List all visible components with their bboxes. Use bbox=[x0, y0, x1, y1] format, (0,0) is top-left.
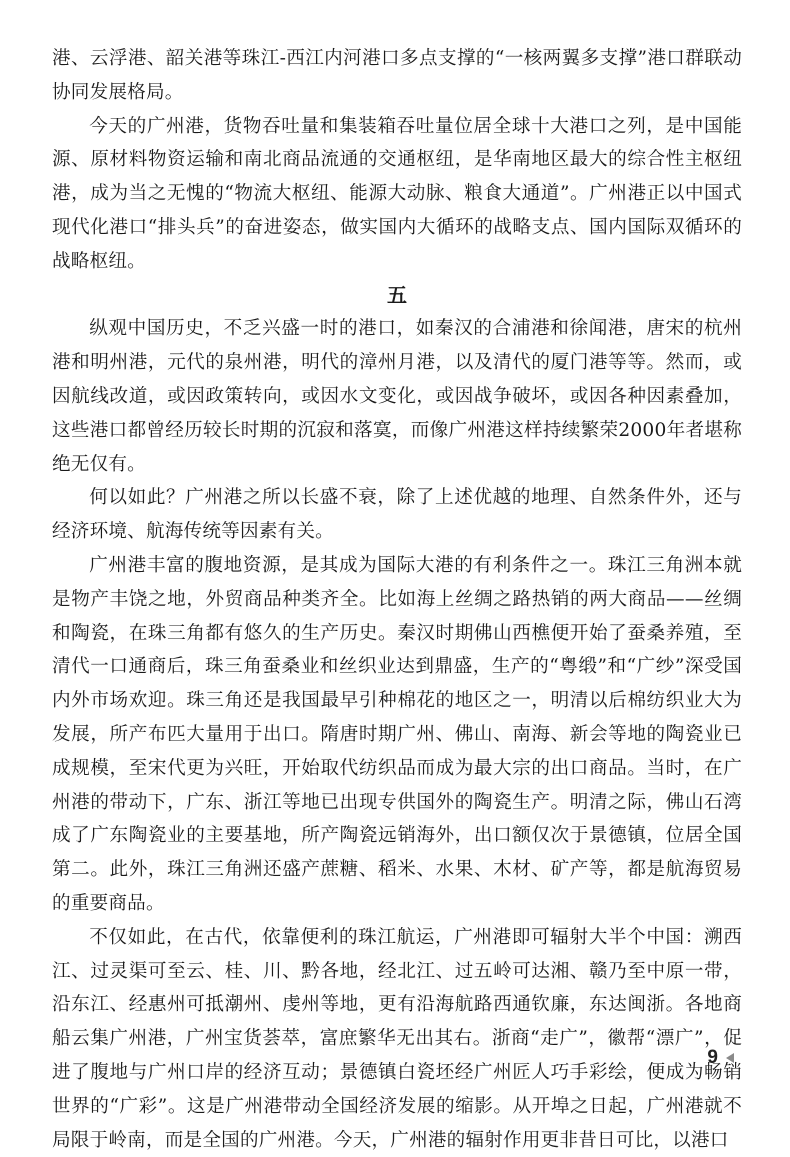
left-triangle-icon bbox=[726, 1053, 734, 1063]
paragraph: 何以如此？广州港之所以长盛不衰，除了上述优越的地理、自然条件外，还与经济环境、航海传统等因素有关。 bbox=[52, 487, 742, 543]
document-page bbox=[52, 42, 742, 1157]
paragraph: 港、云浮港、韶关港等珠江-西江内河港口多点支撑的“一核两翼多支撑”港口群联动协同发展格局。 bbox=[52, 48, 742, 103]
paragraph: 广州港丰富的腹地资源，是其成为国际大港的有利条件之一。珠江三角洲本就是物产丰饶之地，外贸商品种类齐全。比如海上丝绸之路热销的两大商品——丝绸和陶瓷，在珠三角都有悠久的生产历史。秦汉时期佛山西樵便开始了蚕桑养殖，至清代一口通商后，珠三角蚕桑业和丝织业达到鼎盛，生产的“粤缎”和“广纱”深受国内外市场欢迎。珠三角还是我国最早引种棉花的地区之一，明清以后棉纺织业大为发展，所产布匹大量用于出口。隋唐时期广州、佛山、南海、新会等地的陶瓷业已成规模，至宋代更为兴旺，开始取代纺织品而成为最大宗的出口商品。当时，在广州港的带动下，广东、浙江等地已出现专供国外的陶瓷生产。明清之际，佛山石湾成了广东陶瓷业的主要基地，所产陶瓷远销海外，出口额仅次于景德镇，位居全国第二。此外，珠江三角洲还盛产蔗糖、稻米、水果、木材、矿产等，都是航海贸易的重要商品。 bbox=[52, 554, 742, 914]
page-footer bbox=[707, 1047, 734, 1069]
paragraph: 今天的广州港，货物吞吐量和集装箱吞吐量位居全球十大港口之列，是中国能源、原材料物资运输和南北商品流通的交通枢纽，是华南地区最大的综合性主枢纽港，成为当之无愧的“物流大枢纽、能源大动脉、粮食大通道”。广州港正以中国式现代化港口“排头兵”的奋进姿态，做实国内大循环的战略支点、国内国际双循环的战略枢纽。 bbox=[52, 115, 742, 272]
page-number: 9 bbox=[707, 1047, 718, 1068]
section-heading: 五 bbox=[387, 282, 407, 307]
paragraph: 纵观中国历史，不乏兴盛一时的港口，如秦汉的合浦港和徐闻港，唐宋的杭州港和明州港，元代的泉州港，明代的漳州月港，以及清代的厦门港等等。然而，或因航线改道，或因政策转向，或因水文变化，或因战争破坏，或因各种因素叠加，这些港口都曾经历较长时期的沉寂和落寞，而像广州港这样持续繁荣2000年者堪称绝无仅有。 bbox=[52, 318, 742, 475]
paragraph: 不仅如此，在古代，依靠便利的珠江航运，广州港即可辐射大半个中国：溯西江、过灵渠可至云、桂、川、黔各地，经北江、过五岭可达湘、赣乃至中原一带，沿东江、经惠州可抵潮州、虔州等地，更有沿海航路西通钦廉，东达闽浙。各地商船云集广州港，广州宝货荟萃，富庶繁华无出其右。浙商“走广”，徽帮“漂广”，促进了腹地与广州口岸的经济互动；景德镇白瓷坯经广州匠人巧手彩绘，便成为畅销世界的“广彩”。这是广州港带动全国经济发展的缩影。从开埠之日起，广州港就不局限于岭南，而是全国的广州港。今天，广州港的辐射作用更非昔日可比，以港口 bbox=[52, 926, 742, 1151]
